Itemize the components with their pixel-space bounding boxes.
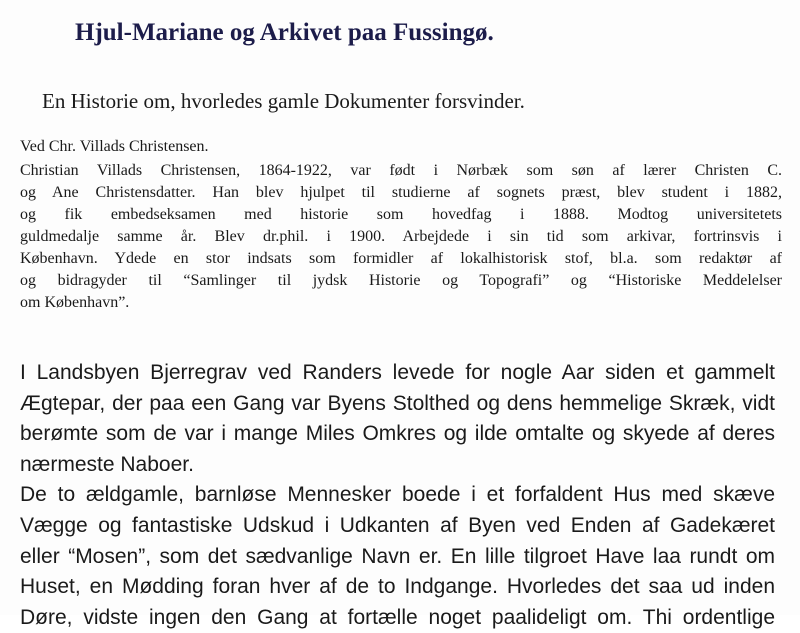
story-line: I Landsbyen Bjerregrav ved Randers levede for nogle Aar siden et gammelt — [20, 361, 775, 384]
document-subtitle: En Historie om, hvorledes gamle Dokumenter forsvinder. — [42, 89, 525, 113]
bio-line: og Ane Christensdatter. Han blev hjulpet til studierne af sognets præst, blev student i 1882, — [20, 184, 782, 201]
bio-line: Christian Villads Christensen, 1864-1922, var født i Nørbæk som søn af lærer Christen C. — [20, 162, 782, 179]
story-line: eller “Mosen”, som det sædvanlige Navn er. En lille tilgroet Have laa rundt om — [20, 544, 775, 568]
story-line: Vægge og fantastiske Udskud i Udkanten af Byen ved Enden af Gadekæret — [20, 513, 775, 537]
author-bio — [20, 160, 782, 314]
author-byline: Ved Chr. Villads Christensen. — [20, 138, 209, 155]
story-line: nærmeste Naboer. — [20, 452, 194, 476]
story-line: berømte som de var i mange Miles Omkres og ilde omtalte og skyede af deres — [20, 422, 775, 446]
story-text — [20, 358, 775, 633]
bio-line: om København”. — [20, 294, 130, 311]
story-line: Ægtepar, der paa een Gang var Byens Stolthed og dens hemmelige Skræk, vidt — [20, 391, 775, 415]
story-line: Huset, en Mødding foran hver af de to Indgange. Hvorledes det saa ud inden — [20, 575, 775, 599]
bio-line: og bidragyder til “Samlinger til jydsk Historie og Topografi” og “Historiske Meddelelser — [20, 272, 782, 289]
story-line: Døre, vidste ingen den Gang at fortælle noget paalideligt om. Thi ordentlige — [20, 605, 775, 629]
document-title: Hjul-Mariane og Arkivet paa Fussingø. — [75, 19, 494, 46]
story-line: De to ældgamle, barnløse Mennesker boede i et forfaldent Hus med skæve — [20, 483, 775, 507]
bio-line: København. Ydede en stor indsats som formidler af lokalhistorisk stof, bl.a. som redaktør af — [20, 250, 782, 267]
bio-line: og fik embedseksamen med historie som hovedfag i 1888. Modtog universitetets — [20, 206, 782, 223]
bio-line: guldmedalje samme år. Blev dr.phil. i 1900. Arbejdede i sin tid som arkivar, fortrinsvis i — [20, 228, 782, 245]
